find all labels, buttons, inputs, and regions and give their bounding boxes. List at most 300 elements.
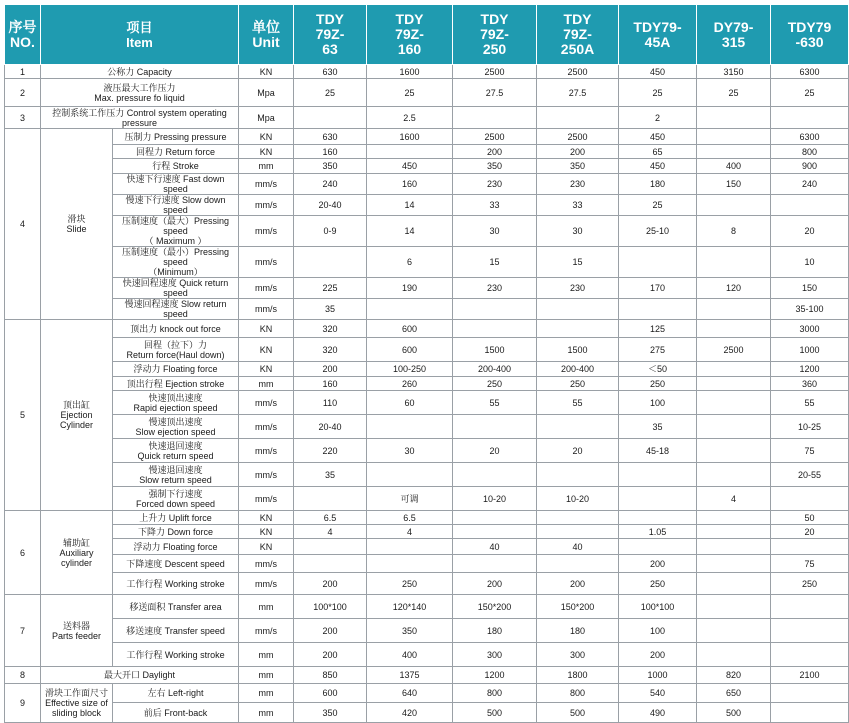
value-cell	[619, 511, 697, 525]
row-number: 5	[5, 320, 41, 511]
table-row	[5, 216, 849, 247]
value-cell: 200	[453, 145, 537, 159]
value-cell: 260	[367, 377, 453, 391]
row-number: 2	[5, 79, 41, 107]
value-cell	[619, 463, 697, 487]
item-label: 顶出行程 Ejection stroke	[113, 377, 239, 391]
value-cell: 150	[771, 278, 849, 299]
table-row	[5, 320, 849, 338]
value-cell: 55	[453, 391, 537, 415]
header-model-6: DY79- 315	[697, 5, 771, 65]
table-row	[5, 377, 849, 391]
value-cell: 320	[294, 320, 367, 338]
value-cell: 10	[771, 247, 849, 278]
value-cell	[771, 643, 849, 667]
value-cell: 250	[619, 573, 697, 595]
item-label: 浮动力 Floating force	[113, 539, 239, 555]
value-cell: 1600	[367, 129, 453, 145]
value-cell	[294, 539, 367, 555]
value-cell: 500	[697, 703, 771, 723]
value-cell: 1500	[537, 338, 619, 362]
item-label: 行程 Stroke	[113, 159, 239, 174]
value-cell: 10-25	[771, 415, 849, 439]
value-cell: 10-20	[537, 487, 619, 511]
table-row	[5, 107, 849, 129]
unit-cell: mm/s	[239, 439, 294, 463]
value-cell: 320	[294, 338, 367, 362]
value-cell: 2500	[697, 338, 771, 362]
value-cell	[453, 463, 537, 487]
group-label: 送料器 Parts feeder	[41, 595, 113, 667]
header-model-7: TDY79 -630	[771, 5, 849, 65]
value-cell: 630	[294, 65, 367, 79]
value-cell: 25	[771, 79, 849, 107]
value-cell	[453, 525, 537, 539]
table-row	[5, 703, 849, 723]
unit-cell: KN	[239, 511, 294, 525]
row-number: 7	[5, 595, 41, 667]
table-row	[5, 159, 849, 174]
value-cell: 120	[697, 278, 771, 299]
row-number: 4	[5, 129, 41, 320]
item-label: 前后 Front-back	[113, 703, 239, 723]
header-model-4: TDY 79Z- 250A	[537, 5, 619, 65]
item-label: 移送速度 Transfer speed	[113, 619, 239, 643]
value-cell: 25	[619, 195, 697, 216]
value-cell: 200-400	[537, 362, 619, 377]
value-cell: 6300	[771, 65, 849, 79]
value-cell: 180	[453, 619, 537, 643]
unit-cell: mm/s	[239, 247, 294, 278]
value-cell: 240	[771, 174, 849, 195]
value-cell: 230	[537, 278, 619, 299]
value-cell: 1600	[367, 65, 453, 79]
value-cell: 45-18	[619, 439, 697, 463]
value-cell: 600	[367, 338, 453, 362]
value-cell: 60	[367, 391, 453, 415]
table-row	[5, 65, 849, 79]
value-cell	[771, 595, 849, 619]
value-cell: 15	[537, 247, 619, 278]
value-cell: 25-10	[619, 216, 697, 247]
value-cell	[453, 320, 537, 338]
value-cell: 200	[619, 643, 697, 667]
value-cell: 33	[453, 195, 537, 216]
item-label: 快速回程速度 Quick return speed	[113, 278, 239, 299]
unit-cell: mm	[239, 684, 294, 703]
value-cell	[697, 362, 771, 377]
value-cell: 25	[294, 79, 367, 107]
value-cell: 3000	[771, 320, 849, 338]
value-cell	[537, 415, 619, 439]
unit-cell: mm	[239, 377, 294, 391]
row-number: 1	[5, 65, 41, 79]
value-cell: 110	[294, 391, 367, 415]
item-label: 快速下行速度 Fast down speed	[113, 174, 239, 195]
value-cell: 400	[697, 159, 771, 174]
value-cell	[771, 487, 849, 511]
row-number: 8	[5, 667, 41, 684]
unit-cell: KN	[239, 145, 294, 159]
item-label: 工作行程 Working stroke	[113, 643, 239, 667]
item-label: 慢速下行速度 Slow down speed	[113, 195, 239, 216]
value-cell	[367, 415, 453, 439]
value-cell	[294, 247, 367, 278]
table-row	[5, 391, 849, 415]
value-cell: 450	[367, 159, 453, 174]
value-cell: 350	[453, 159, 537, 174]
value-cell: 630	[294, 129, 367, 145]
value-cell: 240	[294, 174, 367, 195]
unit-cell: mm/s	[239, 195, 294, 216]
unit-cell: mm/s	[239, 278, 294, 299]
item-label: 慢速退回速度 Slow return speed	[113, 463, 239, 487]
value-cell	[771, 703, 849, 723]
value-cell: 35-100	[771, 299, 849, 320]
value-cell	[537, 463, 619, 487]
value-cell: 180	[619, 174, 697, 195]
value-cell: 75	[771, 439, 849, 463]
value-cell: 230	[453, 278, 537, 299]
value-cell: 33	[537, 195, 619, 216]
item-label: 最大开口 Daylight	[41, 667, 239, 684]
value-cell	[697, 439, 771, 463]
value-cell	[697, 643, 771, 667]
value-cell: 30	[453, 216, 537, 247]
value-cell	[537, 320, 619, 338]
table-row	[5, 439, 849, 463]
unit-cell: mm	[239, 703, 294, 723]
value-cell	[697, 511, 771, 525]
value-cell	[771, 539, 849, 555]
item-label: 移送面积 Transfer area	[113, 595, 239, 619]
table-row	[5, 619, 849, 643]
table-row	[5, 278, 849, 299]
value-cell: 2500	[537, 129, 619, 145]
value-cell: 20-40	[294, 195, 367, 216]
value-cell: 8	[697, 216, 771, 247]
value-cell: 100	[619, 619, 697, 643]
value-cell	[619, 247, 697, 278]
value-cell	[367, 539, 453, 555]
group-label: 滑块工作面尺寸 Effective size of sliding block	[41, 684, 113, 723]
table-row	[5, 555, 849, 573]
unit-cell: Mpa	[239, 79, 294, 107]
unit-cell: Mpa	[239, 107, 294, 129]
spec-table-body	[5, 65, 849, 723]
item-label: 下降速度 Descent speed	[113, 555, 239, 573]
value-cell	[697, 320, 771, 338]
value-cell: 350	[294, 703, 367, 723]
value-cell	[537, 107, 619, 129]
value-cell	[697, 195, 771, 216]
item-label: 控制系统工作压力 Control system operating pressure	[41, 107, 239, 129]
value-cell: 1000	[771, 338, 849, 362]
item-label: 强制下行速度 Forced down speed	[113, 487, 239, 511]
value-cell: 20	[771, 216, 849, 247]
header-model-5: TDY79- 45A	[619, 5, 697, 65]
value-cell: 35	[619, 415, 697, 439]
value-cell: 150*200	[537, 595, 619, 619]
item-label: 左右 Left-right	[113, 684, 239, 703]
unit-cell: mm	[239, 595, 294, 619]
value-cell: 160	[367, 174, 453, 195]
value-cell	[697, 573, 771, 595]
header-row	[5, 5, 849, 65]
value-cell	[771, 619, 849, 643]
value-cell	[619, 299, 697, 320]
unit-cell: mm/s	[239, 573, 294, 595]
value-cell	[697, 391, 771, 415]
value-cell	[294, 555, 367, 573]
table-row	[5, 247, 849, 278]
value-cell	[537, 511, 619, 525]
table-row	[5, 643, 849, 667]
value-cell: 55	[771, 391, 849, 415]
value-cell	[294, 487, 367, 511]
table-row	[5, 463, 849, 487]
value-cell: 14	[367, 216, 453, 247]
item-label: 公称力 Capacity	[41, 65, 239, 79]
value-cell	[771, 684, 849, 703]
value-cell: 150	[697, 174, 771, 195]
unit-cell: mm/s	[239, 174, 294, 195]
value-cell: 100	[619, 391, 697, 415]
value-cell	[294, 107, 367, 129]
unit-cell: mm/s	[239, 299, 294, 320]
value-cell	[619, 487, 697, 511]
unit-cell: mm	[239, 643, 294, 667]
value-cell: 35	[294, 299, 367, 320]
value-cell: 6.5	[367, 511, 453, 525]
value-cell	[453, 511, 537, 525]
value-cell: 350	[367, 619, 453, 643]
value-cell	[697, 247, 771, 278]
item-label: 液压最大工作压力 Max. pressure fo liquid	[41, 79, 239, 107]
unit-cell: KN	[239, 65, 294, 79]
value-cell: 20-55	[771, 463, 849, 487]
item-label: 压制速度（最大）Pressing speed （ Maximum ）	[113, 216, 239, 247]
value-cell: 850	[294, 667, 367, 684]
spec-table	[4, 4, 849, 723]
value-cell: 50	[771, 511, 849, 525]
unit-cell: mm/s	[239, 391, 294, 415]
value-cell: 250	[453, 377, 537, 391]
value-cell: 1500	[453, 338, 537, 362]
value-cell	[367, 299, 453, 320]
value-cell	[697, 129, 771, 145]
value-cell: 100-250	[367, 362, 453, 377]
value-cell	[537, 525, 619, 539]
value-cell	[367, 145, 453, 159]
value-cell: 420	[367, 703, 453, 723]
value-cell: 1200	[771, 362, 849, 377]
value-cell	[537, 555, 619, 573]
value-cell: 200-400	[453, 362, 537, 377]
item-label: 慢速回程速度 Slow return speed	[113, 299, 239, 320]
item-label: 下降力 Down force	[113, 525, 239, 539]
table-row	[5, 595, 849, 619]
unit-cell: KN	[239, 362, 294, 377]
value-cell	[697, 415, 771, 439]
header-unit: 单位 Unit	[239, 5, 294, 65]
value-cell: 2	[619, 107, 697, 129]
value-cell: 500	[453, 703, 537, 723]
table-row	[5, 338, 849, 362]
item-label: 快速退回速度 Quick return speed	[113, 439, 239, 463]
table-row	[5, 487, 849, 511]
value-cell: 800	[537, 684, 619, 703]
value-cell	[697, 299, 771, 320]
value-cell: 3150	[697, 65, 771, 79]
unit-cell: mm	[239, 159, 294, 174]
value-cell: 300	[537, 643, 619, 667]
value-cell: 450	[619, 129, 697, 145]
value-cell	[367, 555, 453, 573]
value-cell	[697, 555, 771, 573]
item-label: 快速顶出速度 Rapid ejection speed	[113, 391, 239, 415]
value-cell: 350	[294, 159, 367, 174]
value-cell	[697, 525, 771, 539]
value-cell: 4	[294, 525, 367, 539]
value-cell: 2500	[453, 65, 537, 79]
value-cell: 1375	[367, 667, 453, 684]
row-number: 3	[5, 107, 41, 129]
value-cell: 200	[294, 643, 367, 667]
table-row	[5, 129, 849, 145]
value-cell: 1800	[537, 667, 619, 684]
row-number: 9	[5, 684, 41, 723]
value-cell: 540	[619, 684, 697, 703]
unit-cell: mm/s	[239, 216, 294, 247]
group-label: 顶出缸 Ejection Cylinder	[41, 320, 113, 511]
item-label: 上升力 Uplift force	[113, 511, 239, 525]
value-cell: 200	[537, 145, 619, 159]
value-cell	[697, 377, 771, 391]
unit-cell: KN	[239, 539, 294, 555]
value-cell: 800	[771, 145, 849, 159]
value-cell: 180	[537, 619, 619, 643]
value-cell: 250	[619, 377, 697, 391]
value-cell	[771, 107, 849, 129]
value-cell: 200	[537, 573, 619, 595]
value-cell: 27.5	[537, 79, 619, 107]
value-cell: 225	[294, 278, 367, 299]
table-row	[5, 174, 849, 195]
value-cell	[453, 299, 537, 320]
header-item: 项目 Item	[41, 5, 239, 65]
value-cell: 可调	[367, 487, 453, 511]
value-cell	[367, 463, 453, 487]
value-cell: 2.5	[367, 107, 453, 129]
value-cell: 820	[697, 667, 771, 684]
unit-cell: KN	[239, 338, 294, 362]
value-cell: 15	[453, 247, 537, 278]
value-cell: 35	[294, 463, 367, 487]
value-cell	[453, 555, 537, 573]
value-cell: 20	[537, 439, 619, 463]
value-cell: 4	[367, 525, 453, 539]
value-cell: 450	[619, 65, 697, 79]
table-row	[5, 145, 849, 159]
value-cell: 30	[367, 439, 453, 463]
value-cell	[697, 539, 771, 555]
value-cell	[697, 463, 771, 487]
table-row	[5, 511, 849, 525]
value-cell: 360	[771, 377, 849, 391]
value-cell: 400	[367, 643, 453, 667]
value-cell: 350	[537, 159, 619, 174]
value-cell: 170	[619, 278, 697, 299]
value-cell: 250	[367, 573, 453, 595]
value-cell: 650	[697, 684, 771, 703]
value-cell: 200	[294, 362, 367, 377]
value-cell: 120*140	[367, 595, 453, 619]
item-label: 压制力 Pressing pressure	[113, 129, 239, 145]
table-row	[5, 79, 849, 107]
value-cell: 450	[619, 159, 697, 174]
value-cell: 2100	[771, 667, 849, 684]
value-cell: 190	[367, 278, 453, 299]
item-label: 浮动力 Floating force	[113, 362, 239, 377]
header-model-2: TDY 79Z- 160	[367, 5, 453, 65]
unit-cell: KN	[239, 525, 294, 539]
value-cell: 65	[619, 145, 697, 159]
value-cell: ＜50	[619, 362, 697, 377]
unit-cell: mm/s	[239, 415, 294, 439]
value-cell: 2500	[537, 65, 619, 79]
value-cell	[697, 107, 771, 129]
value-cell: 125	[619, 320, 697, 338]
unit-cell: mm	[239, 667, 294, 684]
value-cell: 20	[771, 525, 849, 539]
table-row	[5, 415, 849, 439]
row-number: 6	[5, 511, 41, 595]
value-cell: 1.05	[619, 525, 697, 539]
value-cell: 230	[453, 174, 537, 195]
unit-cell: mm/s	[239, 463, 294, 487]
item-label: 工作行程 Working stroke	[113, 573, 239, 595]
value-cell: 230	[537, 174, 619, 195]
value-cell	[697, 619, 771, 643]
value-cell: 200	[453, 573, 537, 595]
value-cell: 160	[294, 377, 367, 391]
value-cell	[697, 145, 771, 159]
value-cell: 6	[367, 247, 453, 278]
value-cell: 100*100	[294, 595, 367, 619]
value-cell: 25	[697, 79, 771, 107]
item-label: 慢速顶出速度 Slow ejection speed	[113, 415, 239, 439]
value-cell: 600	[367, 320, 453, 338]
table-row	[5, 299, 849, 320]
value-cell: 275	[619, 338, 697, 362]
value-cell	[771, 195, 849, 216]
table-row	[5, 539, 849, 555]
value-cell: 160	[294, 145, 367, 159]
value-cell: 300	[453, 643, 537, 667]
table-row	[5, 573, 849, 595]
value-cell: 500	[537, 703, 619, 723]
value-cell: 900	[771, 159, 849, 174]
item-label: 回程力 Return force	[113, 145, 239, 159]
header-no: 序号 NO.	[5, 5, 41, 65]
value-cell: 40	[453, 539, 537, 555]
value-cell: 4	[697, 487, 771, 511]
unit-cell: KN	[239, 320, 294, 338]
value-cell: 100*100	[619, 595, 697, 619]
table-row	[5, 684, 849, 703]
value-cell: 600	[294, 684, 367, 703]
